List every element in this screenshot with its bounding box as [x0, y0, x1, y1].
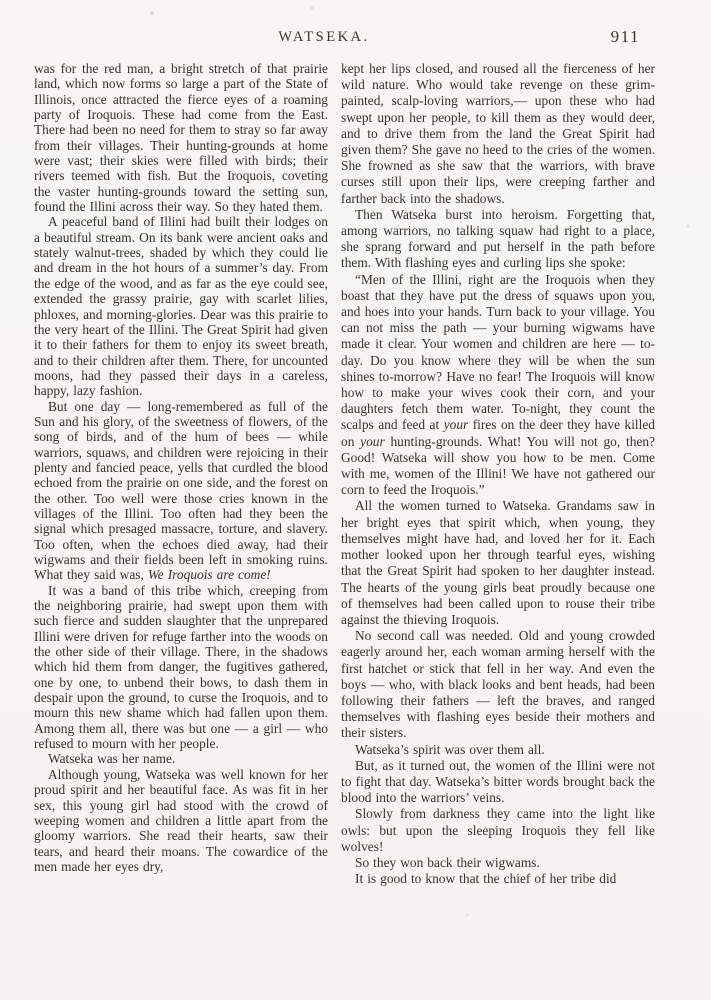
paragraph [341, 207, 655, 272]
text-segment: was for the red man, a bright stretch of that prairie land, which now forms so large a part of the State of Illinois, once attracted the fierce eyes of a roaming party of Iroquois. These had come from the East. There had been no need for them to stray so far away from their villages. Their hunting-grounds at home were vast; their skies were filled with birds; their rivers teemed with fish. But the Iroquois, coveting the vaster hunting-grounds toward the setting sun, found the Illini across their way. So they hated them. [34, 61, 328, 215]
text-segment: Although young, Watseka was well known for her proud spirit and her beautiful face. As was fit in her sex, this young girl had stood with the crowd of weeping women and children a little apart from the gloomy warriors. She read their hearts, saw their tears, and heard their moans. The cowardice of the men made her eyes dry, [34, 766, 328, 874]
text-segment: But one day — long-remembered as full of the Sun and his glory, of the sweetness of flowers, of the song of birds, and of the hum of bees — while warriors, squaws, and children were rejoicing in their plenty and fancied peace, yells that curdled the blood echoed from the prairie on one side, and the forest on the other. Too well were those cries known in the villages of the Illini. Too often had they been the signal which presaged massacre, torture, and slavery. Too often, when the echoes died away, had their wigwams and their fields been left in smoking ruins. What they said was, [34, 398, 328, 583]
italic-text-segment: your [443, 417, 469, 433]
text-segment: Slowly from darkness they came into the light like owls: but upon the sleeping Iroquois they fell like wolves! [341, 806, 655, 854]
text-segment: It was a band of this tribe which, creeping from the neighboring prairie, had swept upon them with such fierce and sudden slaughter that the unprepared Illini were driven for refuge farther into the woods on the other side of their village. There, in the shadows which hid them from danger, the fugitives gathered, one by one, to unbend their bows, to dash them in despair upon the ground, to curse the Iroquois, and to mourn this new shame which had fallen upon them. Among them all, there was but one — a girl — who refused to mourn with her people. [34, 582, 328, 752]
text-segment: hunting-grounds. What! You will not go, then? Good! Watseka will show you how to be men. Come with me, women of the Illini! We have not gathered our corn to feed the Iroquois.” [341, 433, 655, 498]
text-columns [34, 61, 655, 887]
running-title: WATSEKA. [278, 29, 370, 45]
text-segment: So they won back their wigwams. [355, 854, 540, 870]
text-segment: “Men of the Illini, right are the Iroquois when they boast that they have put the dress of squaws upon you, and hoes into your hands. Turn back to your village. You can not miss the path — your burning wigwams have made it clear. Your women and children are here — to-day. Do you know where they will be when the sun shines to-morrow? Have no fear! The Iroquois will know how to make your wives cook their corn, and your daughters fetch them water. To-night, they count the scalps and feed at [341, 271, 655, 433]
paragraph [341, 628, 655, 741]
italic-text-segment: your [360, 433, 385, 449]
paragraph [341, 806, 655, 855]
paragraph [341, 272, 655, 499]
text-segment: All the women turned to Watseka. Grandams saw in her bright eyes that spirit which, when young, they themselves might have had, and loved her for it. Each mother looked upon her through tearful eyes, wishing that the Great Spirit had spoken to her daughter instead. The hearts of the young girls beat proudly because one of themselves had been called upon to rouse their tribe against the thieving Iroquois. [341, 498, 655, 627]
page-number: 911 [610, 27, 640, 46]
paragraph [341, 758, 655, 807]
paragraph [341, 871, 655, 887]
paragraph [341, 61, 655, 207]
text-segment: Watseka was her name. [48, 751, 176, 767]
text-segment: It is good to know that the chief of her tribe did [355, 871, 617, 887]
text-segment: kept her lips closed, and roused all the fierceness of her wild nature. Who would take revenge on these grim-painted, scalp-loving warriors,— upon these who had swept upon her people, to kill them as they would deer, and to drive them from the land the Great Spirit had given them? She gave no heed to the cries of the women. She frowned as she saw that the warriors, with brave curses still upon their lips, were creeping farther and farther back into the shadows. [341, 61, 655, 206]
paragraph [34, 583, 328, 752]
paragraph [34, 751, 328, 766]
left-column [34, 61, 328, 887]
text-segment: Watseka’s spirit was over them all. [355, 741, 545, 757]
italic-text-segment: We Iroquois are come! [147, 567, 271, 583]
paragraph [341, 498, 655, 628]
paragraph [341, 855, 655, 871]
text-segment: But, as it turned out, the women of the Illini were not to fight that day. Watseka’s bitter words brought back the blood into the warriors’ veins. [341, 757, 655, 806]
right-column [341, 61, 655, 887]
paragraph [34, 214, 328, 398]
text-segment: Then Watseka burst into heroism. Forgetting that, among warriors, no talking squaw had right to a place, she sprang forward and put herself in the path before them. With flashing eyes and curling lips she spoke: [341, 206, 655, 271]
text-segment: No second call was needed. Old and young crowded eagerly around her, each woman arming herself with the first hatchet or stick that fell in her way. And even the boys — who, with black looks and bent heads, had been following their fathers — left the braves, and ranged themselves with flashing eyes beside their mothers and their sisters. [341, 628, 655, 741]
text-segment: A peaceful band of Illini had built their lodges on a beautiful stream. On its bank were ancient oaks and stately walnut-trees, shaded by which they could lie and dream in the hot hours of a summer’s day. From the edge of the wood, and as far as the eye could see, extended the grassy prairie, gay with scarlet lilies, phloxes, and morning-glories. Dear was this prairie to the very heart of the Illini. The Great Spirit had given it to their fathers for them to enjoy its sweet breath, and to their children after them. There, for uncounted moons, had they passed their days in a careless, happy, lazy fashion. [34, 214, 328, 399]
paragraph [341, 742, 655, 758]
text-segment: fires on the deer they have killed on [341, 417, 655, 449]
paragraph [34, 61, 328, 214]
page-header [34, 27, 654, 49]
paragraph [34, 767, 328, 874]
paragraph [34, 399, 328, 583]
